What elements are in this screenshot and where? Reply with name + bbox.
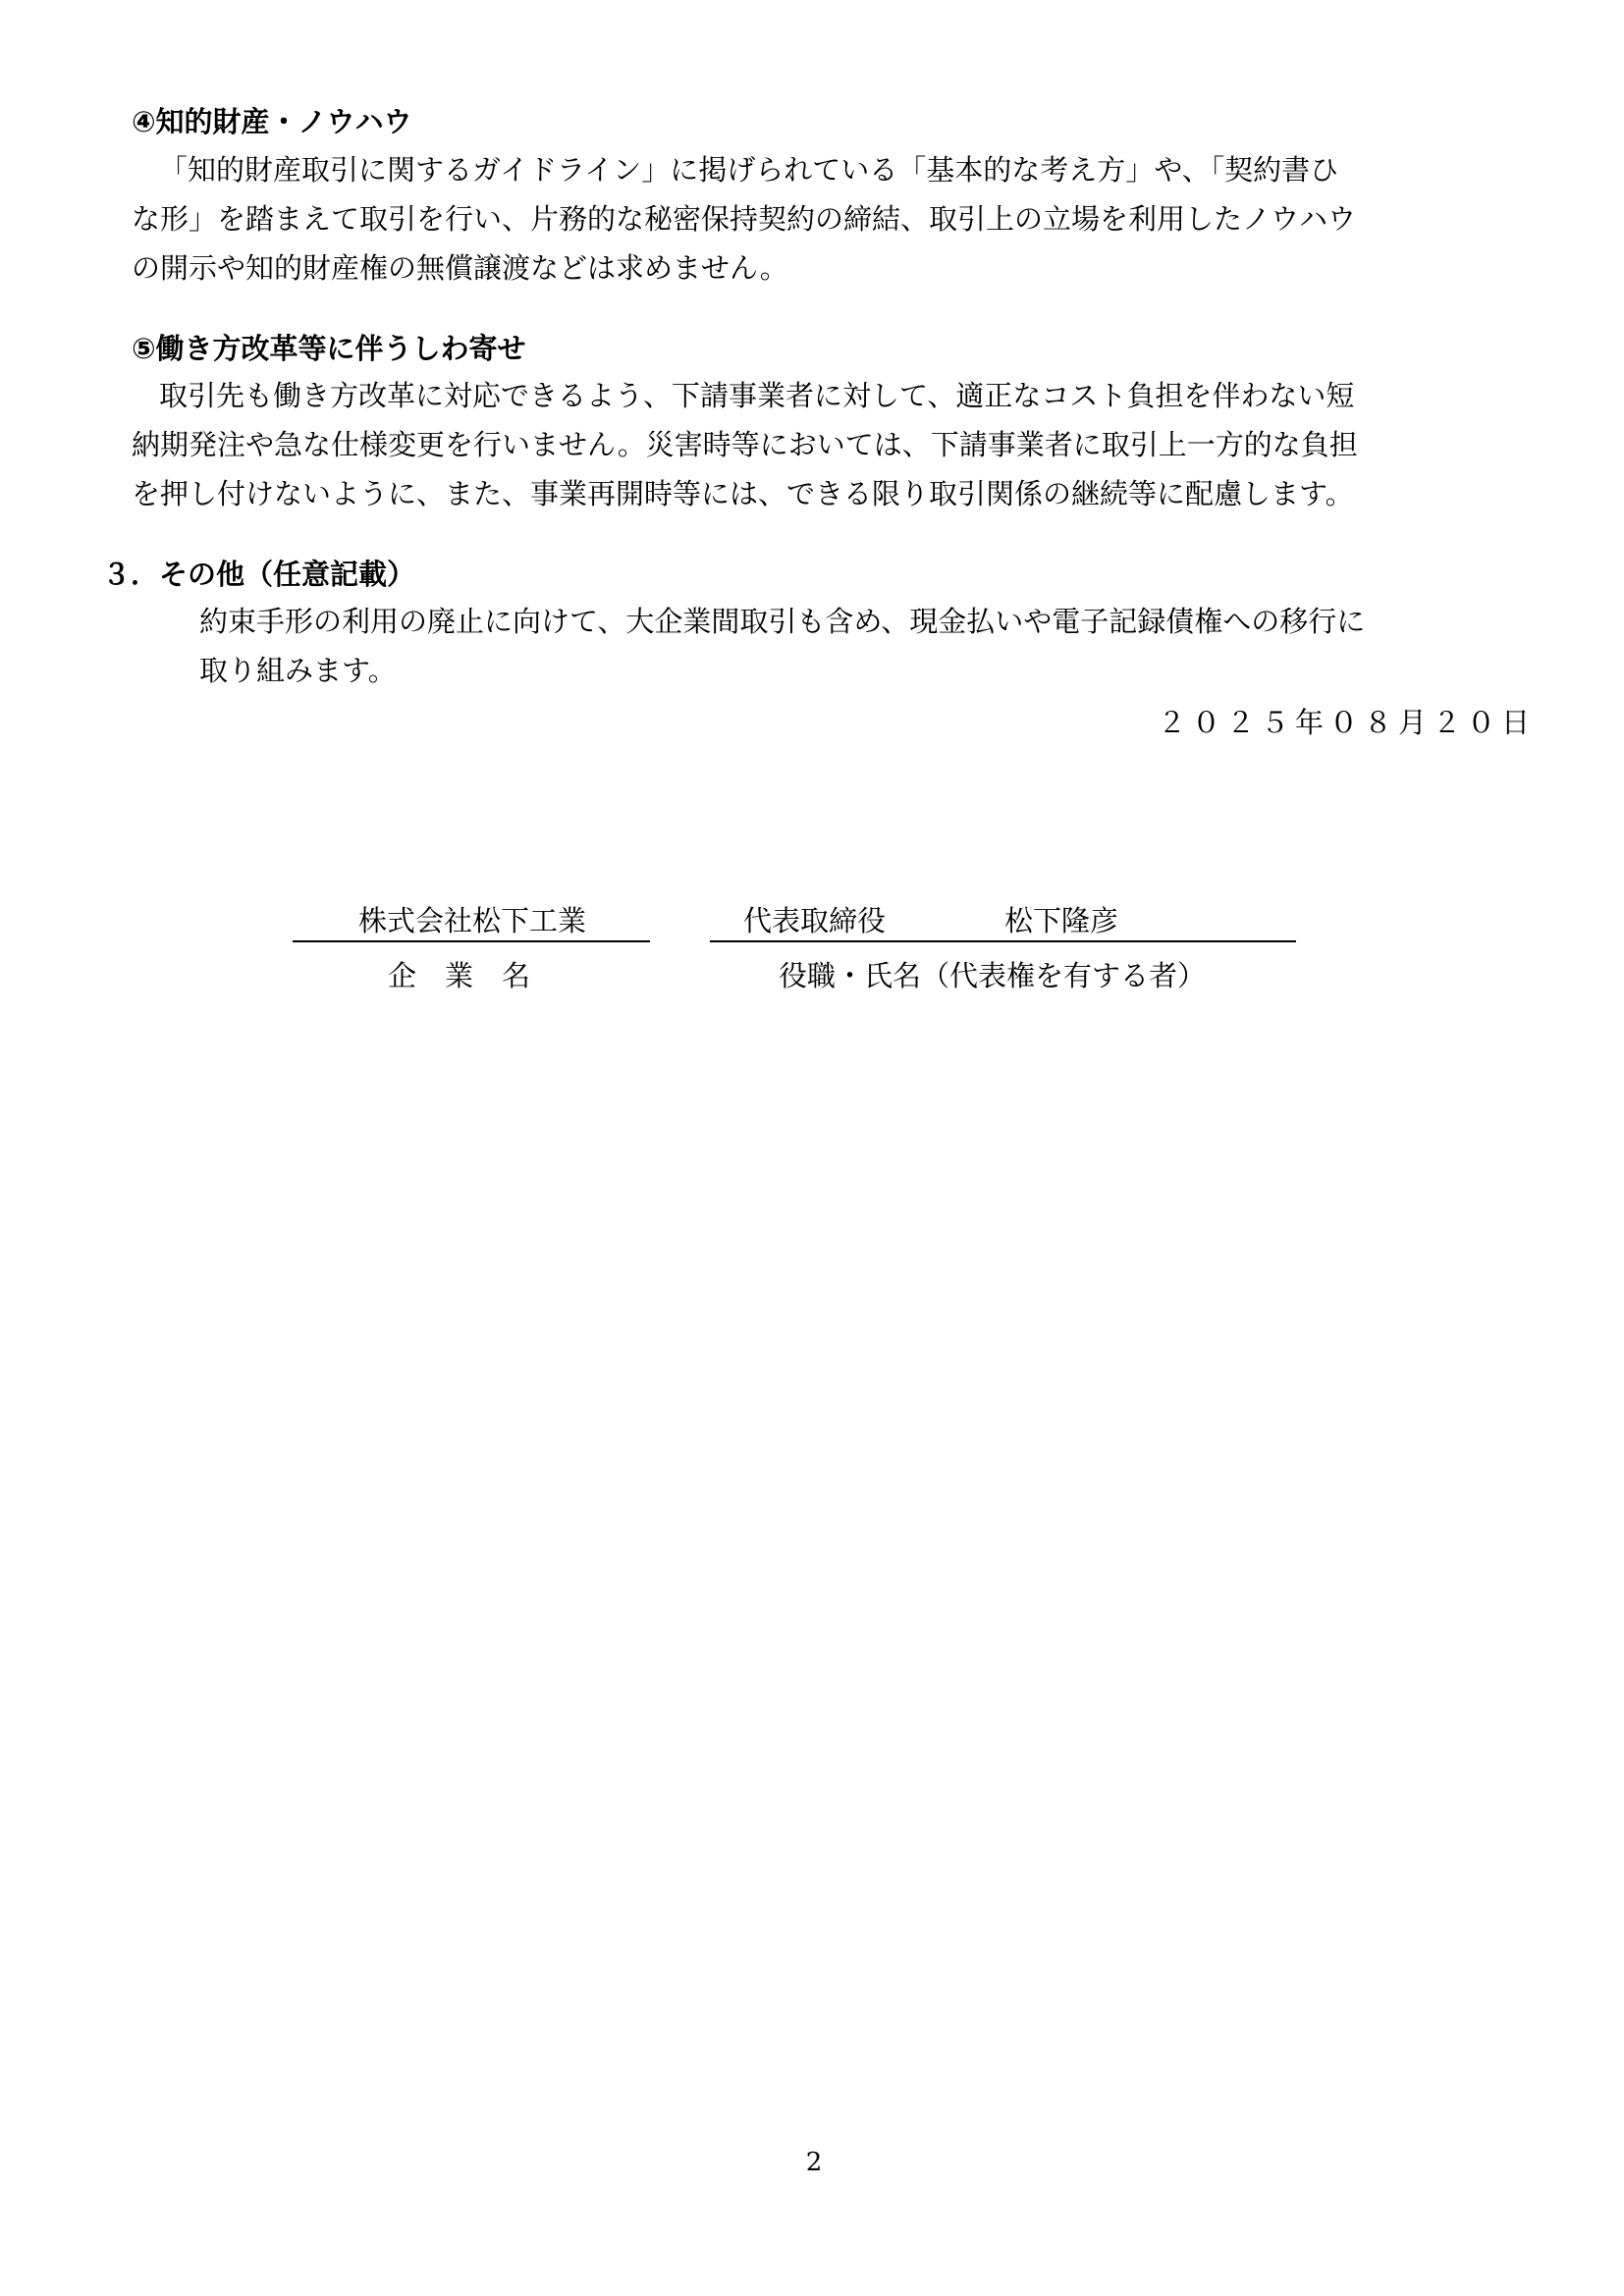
company-name: 株式会社松下工業 [358,904,587,937]
document-date: ２０２５年０８月２０日 [1157,706,1536,739]
section-5-line-3: を押し付けないように、また、事業再開時等には、できる限り取引関係の継続等に配慮します。 [132,477,1354,510]
section-3-line-2: 取り組みます。 [199,654,397,687]
section-3-line-1: 約束手形の利用の廃止に向けて、大企業間取引も含め、現金払いや電子記録債権への移行に [199,605,1366,638]
section-4-line-3: の開示や知的財産権の無償譲渡などは求めません。 [132,251,788,285]
representative-underline [710,940,1296,942]
representative-name: 松下隆彦 [1004,904,1119,937]
section-4-line-2: な形」を踏まえて取引を行い、片務的な秘密保持契約の締結、取引上の立場を利用したノウハウ [132,202,1357,236]
company-label: 企 業 名 [388,959,531,992]
section-5-line-2: 納期発注や急な仕様変更を行いません。災害時等においては、下請事業者に取引上一方的な負担 [132,428,1358,461]
section-3-heading: ３．その他（任意記載） [102,558,416,591]
section-5-line-1: 取引先も働き方改革に対応できるよう、下請事業者に対して、適正なコスト負担を伴わない短 [159,379,1355,412]
section-4-heading: ④知的財産・ノウハウ [132,105,412,138]
company-name-underline [293,940,650,942]
section-5-heading: ⑤働き方改革等に伴うしわ寄せ [132,332,526,365]
section-4-line-1: 「知的財産取引に関するガイドライン」に掲げられている「基本的な考え方」や、「契約書ひ [159,153,1339,187]
representative-title: 代表取締役 [743,904,887,937]
representative-label: 役職・氏名（代表権を有する者） [779,959,1207,992]
page-number: 2 [805,2148,823,2177]
